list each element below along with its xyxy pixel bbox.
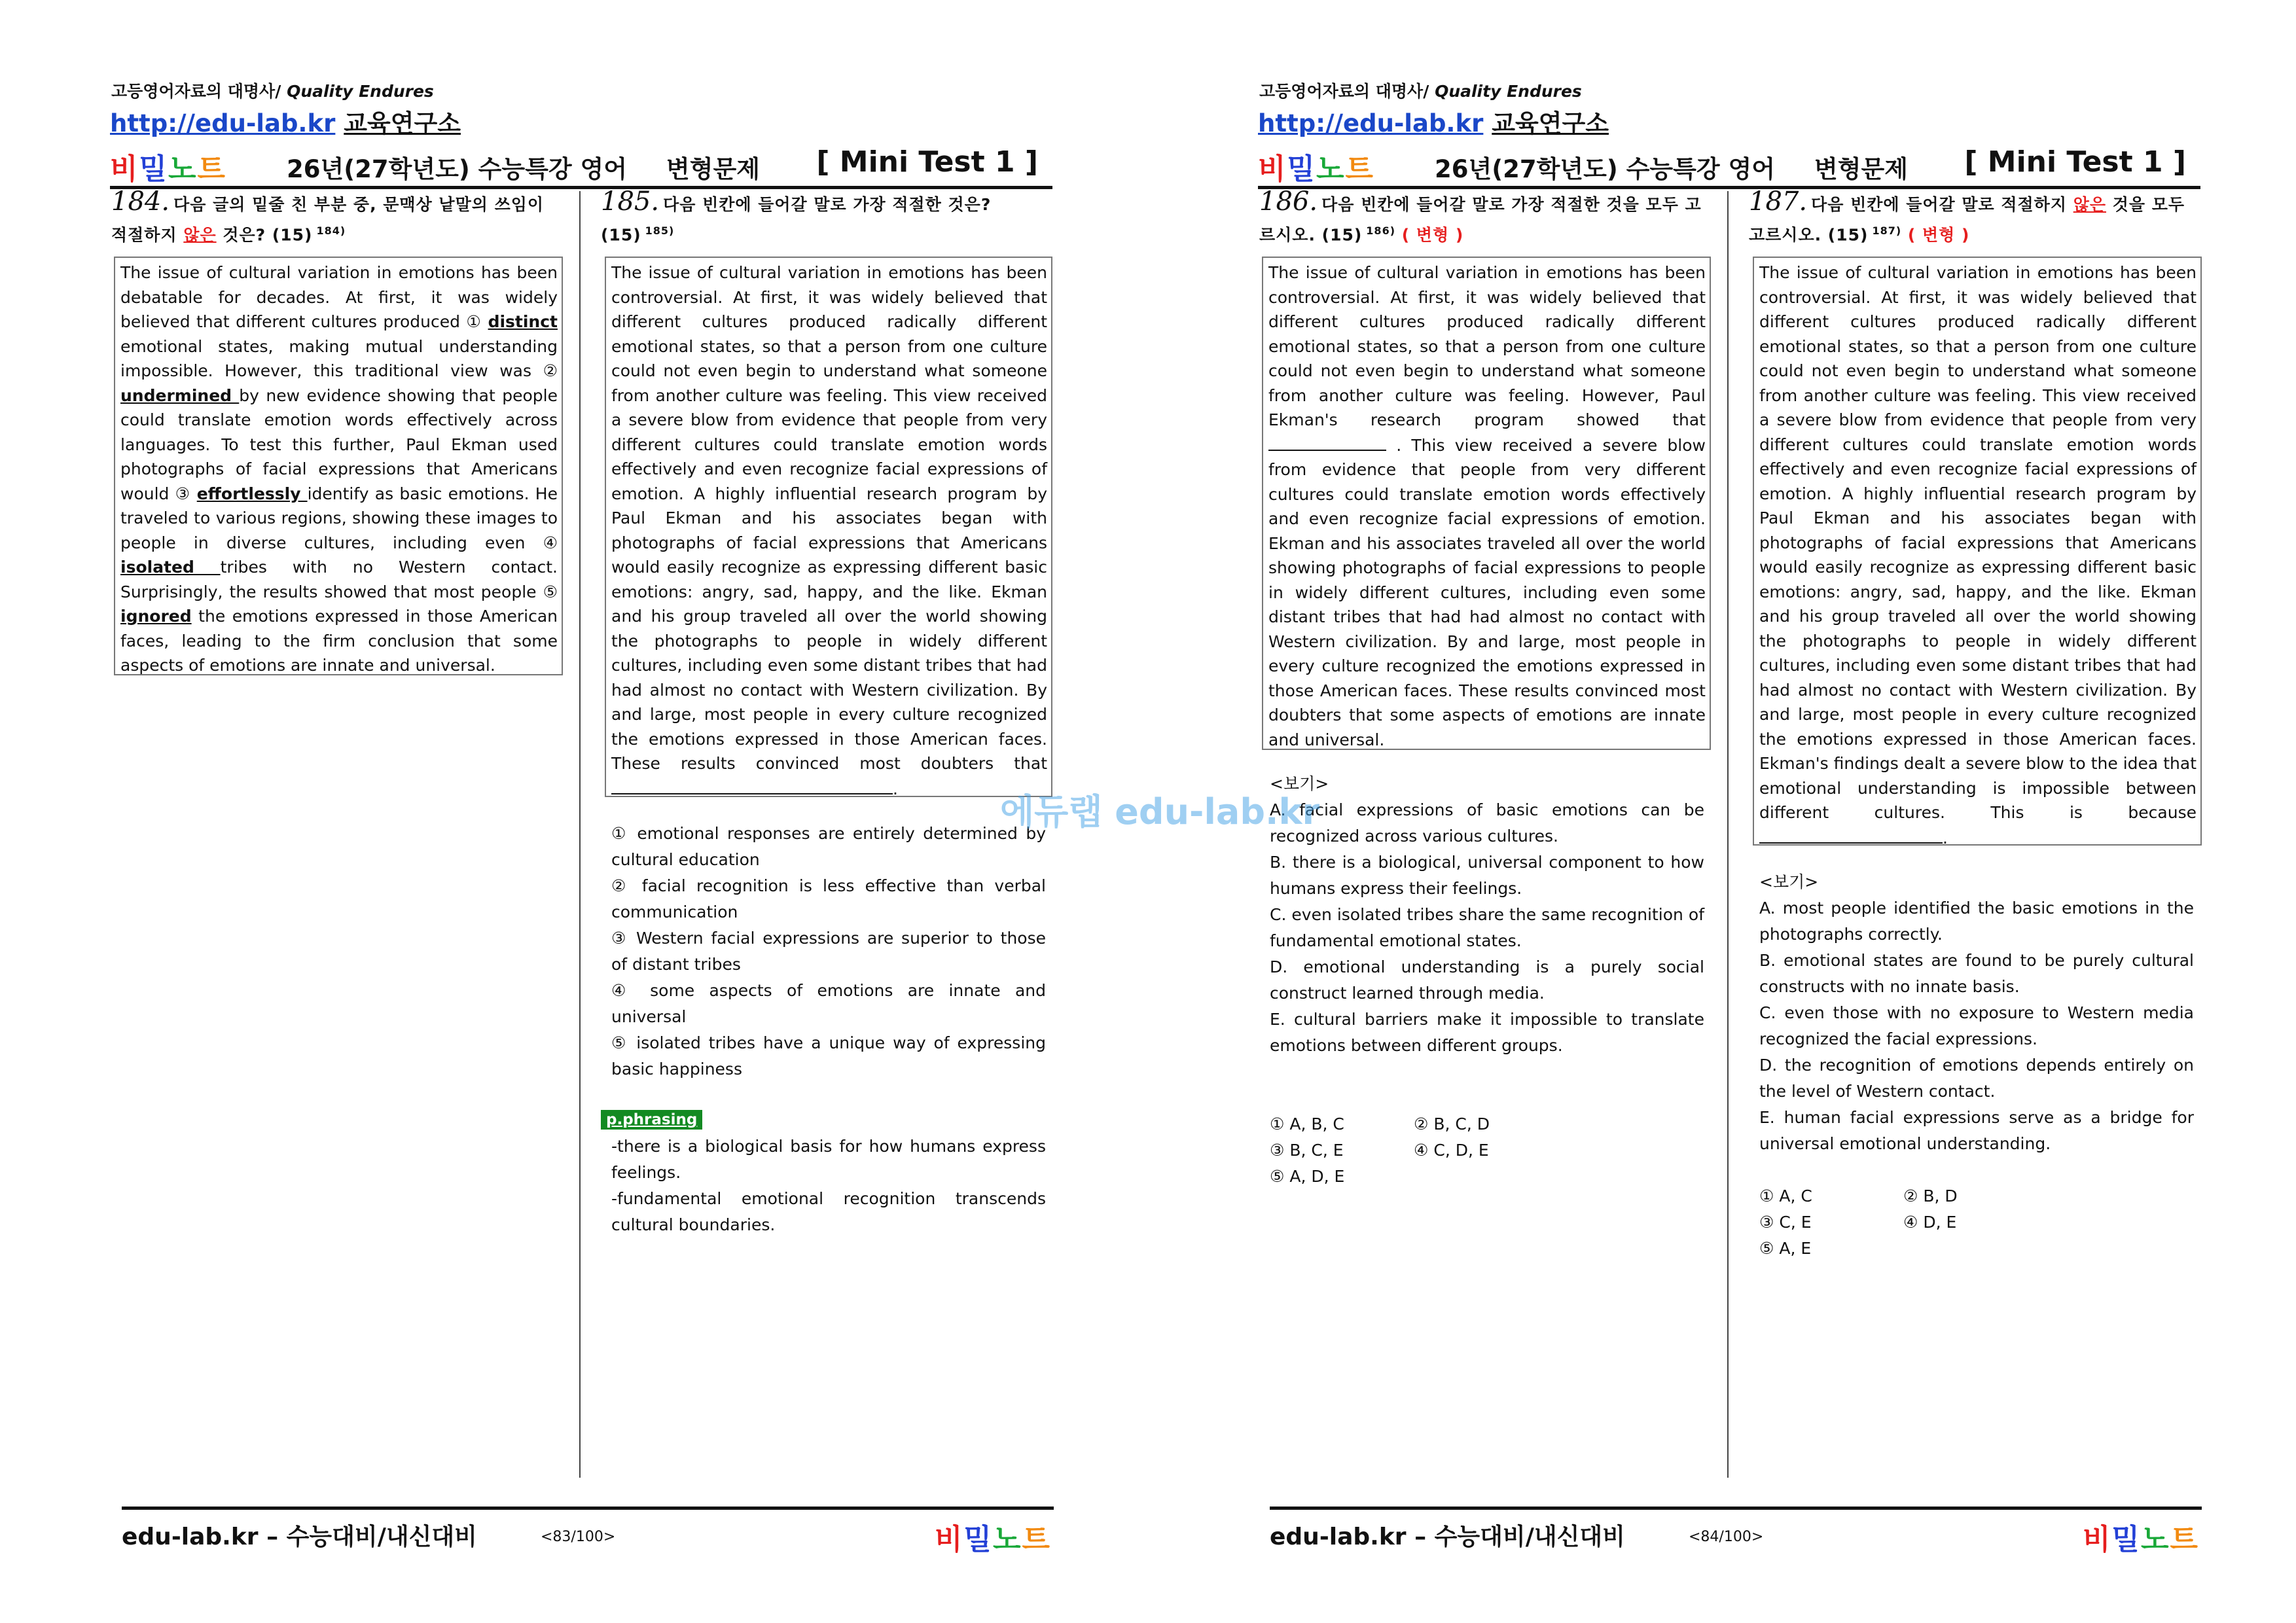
brand-text: 고등영어자료의 대명사/: [1259, 82, 1429, 101]
question-prompt: 다음 빈칸에 들어갈 말로 적절하지: [1811, 195, 2073, 214]
answer-option[interactable]: ③ Western facial expressions are superior to those of distant tribes: [611, 929, 1046, 974]
passage-text: tribes with no Western contact. Surprisingly, the results showed that most people ⑤: [120, 558, 558, 601]
logo-char: 노: [168, 152, 198, 186]
question-186-bogi: [1270, 771, 1704, 1059]
question-185-options: [611, 821, 1046, 1082]
logo-char: 비: [1258, 152, 1287, 186]
doc-title-year: 26년(27학년도) 수능특강 영어: [287, 155, 627, 183]
answer-option[interactable]: ⑤ isolated tribes have a unique way of expressing basic happiness: [611, 1033, 1046, 1079]
site-name: 교육연구소: [1492, 109, 1609, 137]
question-184-passage: [114, 257, 563, 675]
question-186-choices: [1270, 1111, 1558, 1190]
answer-blank: [1759, 825, 1943, 844]
answer-choice[interactable]: ① A, B, C: [1270, 1115, 1344, 1133]
logo-char: 밀: [963, 1523, 993, 1556]
underlined-word: ignored: [120, 607, 192, 626]
question-185-header: [601, 188, 1046, 248]
title-bar: [110, 144, 1052, 189]
question-number: 186.: [1259, 187, 1318, 217]
doc-title: [1435, 149, 1908, 185]
footnote-ref: 184): [316, 224, 346, 237]
doc-title-kind: 변형문제: [1814, 155, 1908, 183]
logo-char: 밀: [2111, 1523, 2141, 1556]
bogi-label: <보기>: [1759, 872, 1819, 891]
doc-title-year: 26년(27학년도) 수능특강 영어: [1435, 155, 1775, 183]
bogi-item: B. emotional states are found to be purely cultural constructs with no innate basis.: [1759, 951, 2194, 996]
logo-char: 밀: [139, 152, 169, 186]
logo-char: 노: [1316, 152, 1346, 186]
footer-divider: [122, 1507, 1054, 1510]
question-prompt: 다음 빈칸에 들어갈 말로 가장 적절한 것을 모두 고르시오. (15): [1259, 195, 1702, 245]
variant-tag: ( 변형 ): [1907, 225, 1970, 245]
answer-blank: [1268, 433, 1386, 451]
bogi-item: E. cultural barriers make it impossible to translate emotions between different groups.: [1270, 1010, 1704, 1055]
site-url-link[interactable]: http://edu-lab.kr: [110, 109, 336, 137]
question-186-passage: [1262, 257, 1711, 750]
answer-choice[interactable]: ⑤ A, D, E: [1270, 1167, 1345, 1186]
logo-char: 트: [2170, 1523, 2199, 1556]
answer-choice[interactable]: ① A, C: [1759, 1186, 1812, 1205]
brand-line: [1259, 79, 1582, 102]
bogi-item: C. even isolated tribes share the same recognition of fundamental emotional states.: [1270, 905, 1704, 950]
logo-char: 비: [110, 152, 139, 186]
column-divider: [579, 191, 581, 1478]
passage-text: the emotions expressed in those American faces, leading to the firm conclusion that some aspects of emotions are innate and universal.: [120, 607, 558, 675]
passage-text: emotional states, making mutual understanding impossible. However, this traditional view was ②: [120, 336, 558, 380]
negation-emphasis: 않은: [2073, 195, 2106, 214]
passage-text: identify as basic emotions. He traveled to various regions, showing these images to people in diverse cultures, including even ④: [120, 484, 558, 552]
answer-blank: [611, 776, 893, 794]
passage-text: .: [893, 779, 898, 798]
site-line: [1258, 103, 1609, 139]
page-number: <83/100>: [541, 1529, 616, 1545]
site-name: 교육연구소: [344, 109, 461, 137]
paraphrase-item: -there is a biological basis for how humans express feelings.: [611, 1137, 1046, 1182]
site-url-link[interactable]: http://edu-lab.kr: [1258, 109, 1484, 137]
logo: [1258, 145, 1374, 187]
question-187-bogi: [1759, 869, 2194, 1157]
title-bar: [1258, 144, 2200, 189]
bogi-item: A. facial expressions of basic emotions can be recognized across various cultures.: [1270, 800, 1704, 846]
question-187-choices: [1759, 1183, 2047, 1262]
passage-text: The issue of cultural variation in emotions has been controversial. At first, it was widely believed that different cultures produced radically different emotional states, so that a person from one culture could not even begin to understand what someone from another culture was feeling. This view received a severe blow from evidence that people from very different cultures could translate emotion words effectively and even recognize facial expressions of emotion. A highly influential research program by Paul Ekman and his associates began with photographs of facial expressions that Americans would easily recognize as expressing different basic emotions: angry, sad, happy, and the like. Ekman and his group traveled all over the world showing the photographs to people in widely different cultures, including even some distant tribes that had had almost no contact with Western civilization. By and large, most people in every culture recognized the emotions expressed in those American faces. These results convinced most doubters that: [611, 263, 1047, 773]
logo-char: 트: [1345, 152, 1375, 186]
underlined-word: undermined: [120, 385, 240, 405]
question-184-header: [111, 188, 563, 248]
bogi-item: A. most people identified the basic emotions in the photographs correctly.: [1759, 899, 2194, 944]
footer-divider: [1270, 1507, 2202, 1510]
footer-site: edu-lab.kr – 수능대비/내신대비: [1270, 1524, 1625, 1550]
variant-tag: ( 변형 ): [1401, 225, 1464, 245]
logo-char: 비: [2082, 1523, 2112, 1556]
brand-line: [111, 79, 434, 102]
page-right: [1148, 0, 2296, 1623]
answer-option[interactable]: ① emotional responses are entirely determined by cultural education: [611, 824, 1046, 869]
question-number: 187.: [1749, 187, 1808, 217]
underlined-word: effortlessly: [196, 484, 308, 503]
brand-tagline: Quality Endures: [1435, 82, 1582, 101]
answer-option[interactable]: ② facial recognition is less effective than verbal communication: [611, 876, 1046, 921]
question-number: 185.: [601, 187, 660, 217]
logo-char: 노: [2140, 1523, 2170, 1556]
passage-text: . This view received a severe blow from evidence that people from very different cultures could translate emotion words effectively and even recognize facial expressions of emotion. Ekman and his associates traveled all over the world showing photographs of facial expressions to people in widely different cultures, including even some distant tribes that had had almost no contact with Western civilization. By and large, most people in every culture recognized the emotions expressed in those American faces. These results convinced most doubters that some aspects of emotions are innate and universal.: [1268, 435, 1706, 749]
question-prompt: 다음 글의 밑줄 친 부분 중, 문맥상 낱말의 쓰임이 적절하지: [111, 195, 545, 245]
question-185-passage: [605, 257, 1052, 797]
mini-test-label: [ Mini Test 1 ]: [816, 145, 1038, 179]
page-number: <84/100>: [1689, 1529, 1764, 1545]
footer-logo: [2083, 1516, 2199, 1558]
logo-char: 비: [934, 1523, 964, 1556]
brand-tagline: Quality Endures: [287, 82, 434, 101]
doc-title-kind: 변형문제: [666, 155, 760, 183]
passage-text: The issue of cultural variation in emotions has been controversial. At first, it was widely believed that different cultures produced radically different emotional states, so that a person from one culture could not even begin to understand what someone from another culture was feeling. This view received a severe blow from evidence that people from very different cultures could translate emotion words effectively and even recognize facial expressions of emotion. A highly influential research program by Paul Ekman and his associates began with photographs of facial expressions that Americans would easily recognize as expressing different basic emotions: angry, sad, happy, and the like. Ekman and his group traveled all over the world showing the photographs to people in widely different cultures, including even some distant tribes that had had almost no contact with Western civilization. By and large, most people in every culture recognized the emotions expressed in those American faces. Ekman's findings dealt a severe blow to the idea that emotional understanding is impossible between different cultures. This is because: [1759, 263, 2197, 822]
logo-char: 트: [197, 152, 227, 186]
question-number: 184.: [111, 187, 170, 217]
paraphrase-list: [611, 1133, 1046, 1238]
paraphrasing-badge: p.phrasing: [601, 1110, 702, 1130]
logo-char: 밀: [1287, 152, 1317, 186]
bogi-item: E. human facial expressions serve as a bridge for universal emotional understanding.: [1759, 1108, 2194, 1153]
column-divider: [1727, 191, 1729, 1478]
logo-char: 트: [1022, 1523, 1051, 1556]
bogi-label: <보기>: [1270, 774, 1329, 793]
doc-title: [287, 149, 760, 185]
question-186-header: [1259, 188, 1711, 248]
paraphrase-item: -fundamental emotional recognition transcends cultural boundaries.: [611, 1189, 1046, 1234]
question-prompt: 다음 빈칸에 들어갈 말로 가장 적절한 것은? (15): [601, 195, 992, 245]
underlined-word: distinct: [488, 312, 558, 331]
question-prompt: 것을 모두 고르시오. (15): [1749, 195, 2185, 245]
footer-site: edu-lab.kr – 수능대비/내신대비: [122, 1524, 477, 1550]
answer-choice[interactable]: ④ D, E: [1903, 1213, 1957, 1232]
answer-option[interactable]: ④ some aspects of emotions are innate and universal: [611, 981, 1046, 1026]
passage-text: The issue of cultural variation in emotions has been controversial. At first, it was widely believed that different cultures produced radically different emotional states, so that a person from one culture could not even begin to understand what someone from another culture was feeling. However, Paul Ekman's research program showed that: [1268, 263, 1706, 429]
bogi-item: D. emotional understanding is a purely social construct learned through media.: [1270, 957, 1704, 1003]
answer-choice[interactable]: ② B, C, D: [1414, 1115, 1490, 1133]
bogi-item: C. even those with no exposure to Western media recognized the facial expressions.: [1759, 1003, 2194, 1048]
footer-logo: [935, 1516, 1051, 1558]
question-prompt: 것은? (15): [216, 225, 313, 245]
footnote-ref: 185): [645, 224, 675, 237]
passage-text: The issue of cultural variation in emotions has been debatable for decades. At first, it was widely believed that different cultures produced ①: [120, 263, 558, 331]
answer-choice[interactable]: ⑤ A, E: [1759, 1239, 1812, 1258]
bogi-item: D. the recognition of emotions depends entirely on the level of Western contact.: [1759, 1056, 2194, 1101]
brand-text: 고등영어자료의 대명사/: [111, 82, 281, 101]
negation-emphasis: 않은: [183, 225, 217, 245]
footnote-ref: 187): [1872, 224, 1902, 237]
site-line: [110, 103, 461, 139]
answer-choice[interactable]: ② B, D: [1903, 1186, 1958, 1205]
answer-choice[interactable]: ③ C, E: [1759, 1213, 1812, 1232]
mini-test-label: [ Mini Test 1 ]: [1964, 145, 2186, 179]
logo-char: 노: [992, 1523, 1022, 1556]
question-187-header: [1749, 188, 2200, 248]
answer-choice[interactable]: ④ C, D, E: [1414, 1141, 1489, 1160]
question-187-passage: [1753, 257, 2202, 846]
passage-text: by new evidence showing that people could translate emotion words effectively across languages. To test this further, Paul Ekman used photographs of facial expressions that Americans would ③: [120, 385, 558, 503]
bogi-item: B. there is a biological, universal component to how humans express their feelings.: [1270, 853, 1704, 898]
answer-choice[interactable]: ③ B, C, E: [1270, 1141, 1344, 1160]
watermark: 에듀랩 edu-lab.kr: [1000, 791, 1320, 832]
logo: [110, 145, 226, 187]
footnote-ref: 186): [1366, 224, 1396, 237]
underlined-word: isolated: [120, 558, 221, 577]
passage-text: .: [1943, 828, 1948, 847]
